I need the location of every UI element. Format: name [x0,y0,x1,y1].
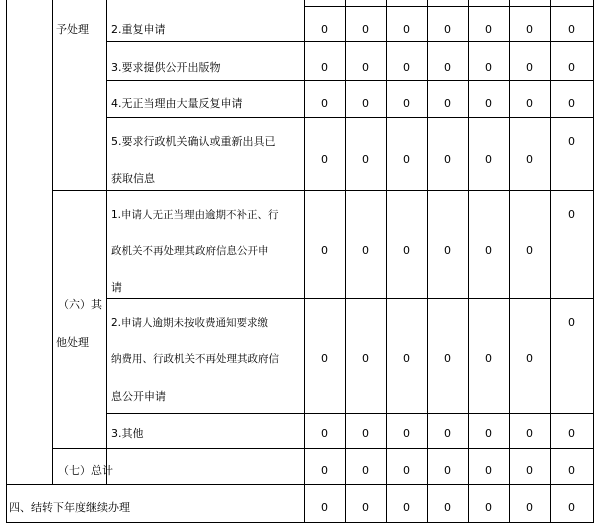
rule [106,117,593,118]
cell-value: 0 [485,352,492,365]
cell-value: 0 [485,464,492,477]
rule [106,298,593,299]
cell-value: 0 [485,97,492,110]
cell-value: 0 [403,61,410,74]
rule [52,190,593,191]
cell-value: 0 [485,427,492,440]
cell-value: 0 [526,464,533,477]
cell-value: 0 [485,61,492,74]
item-label: 3.其他 [111,427,144,440]
cell-value: 0 [444,244,451,257]
cell-value: 0 [568,97,575,110]
cell-value: 0 [321,23,328,36]
rule [106,41,593,42]
rule [386,0,387,523]
total-label: （七）总计 [58,464,113,477]
cell-value: 0 [403,464,410,477]
item-label: 获取信息 [111,172,155,185]
cell-value: 0 [526,501,533,514]
cell-value: 0 [321,153,328,166]
cell-value: 0 [444,427,451,440]
cell-value: 0 [568,464,575,477]
cell-value: 0 [362,61,369,74]
rule [6,0,7,523]
cell-value: 0 [526,97,533,110]
cell-value: 0 [485,244,492,257]
cell-value: 0 [568,208,575,221]
cell-value: 0 [321,61,328,74]
cell-value: 0 [403,244,410,257]
cell-value: 0 [568,501,575,514]
cell-value: 0 [526,352,533,365]
cell-value: 0 [321,352,328,365]
cell-value: 0 [444,23,451,36]
cell-value: 0 [568,23,575,36]
group-label-prev: 予处理 [56,23,89,36]
cell-value: 0 [568,427,575,440]
cell-value: 0 [403,352,410,365]
rule [106,80,593,81]
item-label: 1.申请人无正当理由逾期不补正、行 [111,209,279,221]
cell-value: 0 [403,153,410,166]
cell-value: 0 [526,244,533,257]
item-label: 请 [111,281,122,294]
cell-value: 0 [526,153,533,166]
cell-value: 0 [485,23,492,36]
item-label: 5.要求行政机关确认或重新出具已 [111,135,276,148]
rule [6,522,593,523]
item-label: 纳费用、行政机关不再处理其政府信 [111,353,279,365]
cell-value: 0 [362,153,369,166]
cell-value: 0 [403,23,410,36]
rule [106,413,593,414]
cell-value: 0 [321,244,328,257]
cell-value: 0 [485,153,492,166]
cell-value: 0 [321,427,328,440]
item-label: 息公开申请 [111,390,166,403]
rule [52,448,593,449]
cell-value: 0 [321,464,328,477]
cell-value: 0 [444,352,451,365]
cell-value: 0 [444,97,451,110]
cell-value: 0 [444,464,451,477]
item-label: 2.重复申请 [111,23,166,36]
item-label: 政机关不再处理其政府信息公开申 [111,245,269,257]
cell-value: 0 [444,153,451,166]
cell-value: 0 [568,316,575,329]
rule [509,0,510,523]
cell-value: 0 [321,97,328,110]
cell-value: 0 [362,97,369,110]
rule [106,0,107,485]
cell-value: 0 [362,427,369,440]
rule [6,484,593,485]
item-label: 4.无正当理由大量反复申请 [111,97,243,110]
cell-value: 0 [362,23,369,36]
rule [468,0,469,523]
cell-value: 0 [526,23,533,36]
group-label-other-1: （六）其 [58,298,102,311]
rule [593,0,594,523]
cell-value: 0 [526,61,533,74]
cell-value: 0 [362,244,369,257]
rule [52,0,53,485]
cell-value: 0 [568,61,575,74]
cell-value: 0 [403,97,410,110]
item-label: 3.要求提供公开出版物 [111,61,221,74]
cell-value: 0 [321,501,328,514]
rule [427,0,428,523]
group-label-other-2: 他处理 [56,336,89,349]
cell-value: 0 [485,501,492,514]
cell-value: 0 [362,501,369,514]
cell-value: 0 [444,501,451,514]
cell-value: 0 [403,501,410,514]
cell-value: 0 [362,352,369,365]
rule [304,0,305,523]
rule [345,0,346,523]
cell-value: 0 [526,427,533,440]
cell-value: 0 [403,427,410,440]
rule [550,0,551,523]
cell-value: 0 [444,61,451,74]
cell-value: 0 [568,135,575,148]
item-label: 2.申请人逾期未按收费通知要求缴 [111,317,269,329]
cell-value: 0 [362,464,369,477]
carryover-label: 四、结转下年度继续办理 [9,501,130,514]
